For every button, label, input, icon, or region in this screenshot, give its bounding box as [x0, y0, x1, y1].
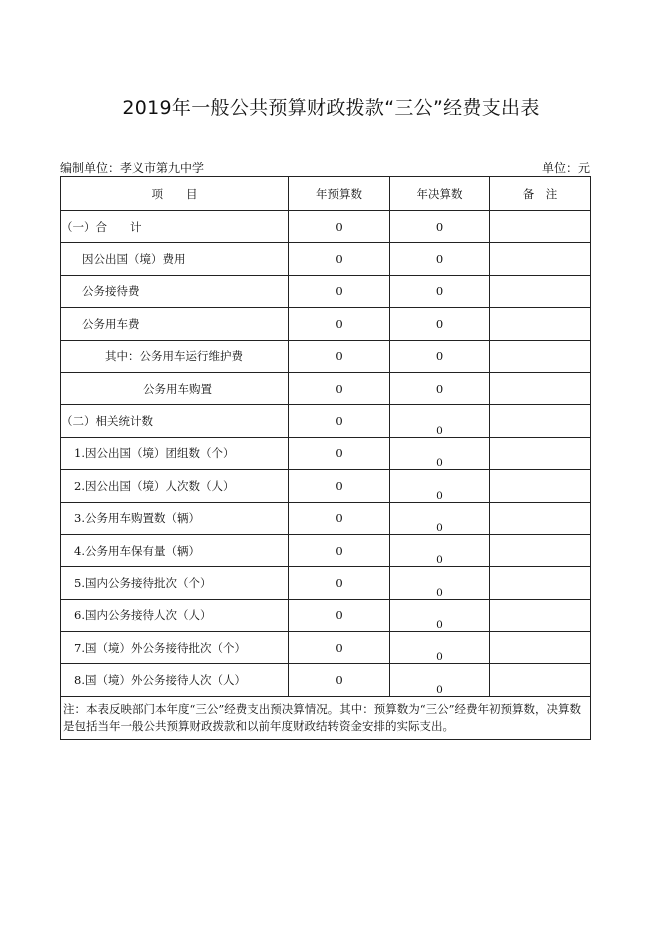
- budget-cell: 0: [289, 211, 390, 243]
- row-label: 3.公务用车购置数（辆）: [61, 502, 289, 534]
- row-label: 公务用车费: [61, 308, 289, 340]
- compiling-unit: 编制单位：孝义市第九中学: [60, 161, 205, 175]
- table-row: [61, 372, 591, 404]
- table-row: [61, 340, 591, 372]
- final-cell: 0: [390, 372, 490, 404]
- row-label: 4.公务用车保有量（辆）: [61, 534, 289, 566]
- row-label: 其中：公务用车运行维护费: [61, 340, 289, 372]
- final-cell: 0: [390, 502, 490, 534]
- row-label: 公务用车购置: [61, 372, 289, 404]
- row-label: 公务接待费: [61, 275, 289, 307]
- remark-cell: [490, 308, 591, 340]
- col-header-final: 年决算数: [390, 177, 490, 211]
- table-row: [61, 470, 591, 502]
- budget-cell: 0: [289, 502, 390, 534]
- row-label: 7.国（境）外公务接待批次（个）: [61, 632, 289, 664]
- final-cell: 0: [390, 567, 490, 599]
- remark-cell: [490, 470, 591, 502]
- final-cell: 0: [390, 243, 490, 275]
- row-label: 1.因公出国（境）团组数（个）: [61, 437, 289, 469]
- remark-cell: [490, 243, 591, 275]
- table-row: [61, 599, 591, 631]
- remark-cell: [490, 437, 591, 469]
- remark-cell: [490, 372, 591, 404]
- table-row: [61, 567, 591, 599]
- remark-cell: [490, 664, 591, 696]
- row-label: 6.国内公务接待人次（人）: [61, 599, 289, 631]
- table-row: [61, 405, 591, 437]
- remark-cell: [490, 405, 591, 437]
- remark-cell: [490, 275, 591, 307]
- table-row: [61, 243, 591, 275]
- col-header-budget: 年预算数: [289, 177, 390, 211]
- col-header-item: 项 目: [61, 177, 289, 211]
- budget-cell: 0: [289, 243, 390, 275]
- table-header-row: [61, 177, 591, 211]
- remark-cell: [490, 599, 591, 631]
- final-cell: 0: [390, 308, 490, 340]
- row-label: （一）合 计: [61, 211, 289, 243]
- budget-cell: 0: [289, 340, 390, 372]
- note-row: [61, 696, 591, 739]
- remark-cell: [490, 340, 591, 372]
- budget-cell: 0: [289, 470, 390, 502]
- budget-cell: 0: [289, 599, 390, 631]
- page-title: 2019年一般公共预算财政拨款“三公”经费支出表: [122, 97, 540, 119]
- budget-cell: 0: [289, 275, 390, 307]
- table-row: [61, 632, 591, 664]
- table-row: [61, 502, 591, 534]
- remark-cell: [490, 211, 591, 243]
- final-cell: 0: [390, 534, 490, 566]
- budget-cell: 0: [289, 308, 390, 340]
- col-header-remark: 备 注: [490, 177, 591, 211]
- row-label: （二）相关统计数: [61, 405, 289, 437]
- budget-cell: 0: [289, 567, 390, 599]
- final-cell: 0: [390, 211, 490, 243]
- budget-cell: 0: [289, 632, 390, 664]
- final-cell: 0: [390, 405, 490, 437]
- table-row: [61, 308, 591, 340]
- remark-cell: [490, 567, 591, 599]
- final-cell: 0: [390, 340, 490, 372]
- table-row: [61, 534, 591, 566]
- row-label: 因公出国（境）费用: [61, 243, 289, 275]
- remark-cell: [490, 502, 591, 534]
- remark-cell: [490, 632, 591, 664]
- budget-cell: 0: [289, 405, 390, 437]
- budget-cell: 0: [289, 534, 390, 566]
- row-label: 2.因公出国（境）人次数（人）: [61, 470, 289, 502]
- table-row: [61, 275, 591, 307]
- table-row: [61, 664, 591, 696]
- final-cell: 0: [390, 599, 490, 631]
- row-label: 5.国内公务接待批次（个）: [61, 567, 289, 599]
- final-cell: 0: [390, 632, 490, 664]
- budget-cell: 0: [289, 372, 390, 404]
- currency-unit: 单位：元: [541, 161, 590, 175]
- final-cell: 0: [390, 470, 490, 502]
- remark-cell: [490, 534, 591, 566]
- budget-cell: 0: [289, 437, 390, 469]
- table-row: [61, 211, 591, 243]
- row-label: 8.国（境）外公务接待人次（人）: [61, 664, 289, 696]
- table-note: 注：本表反映部门本年度“三公”经费支出预决算情况。其中：预算数为“三公”经费年初预算数，决算数是包括当年一般公共预算财政拨款和以前年度财政结转资金安排的实际支出。: [61, 696, 591, 739]
- expense-table: [60, 176, 591, 740]
- budget-cell: 0: [289, 664, 390, 696]
- final-cell: 0: [390, 275, 490, 307]
- table-row: [61, 437, 591, 469]
- final-cell: 0: [390, 664, 490, 696]
- final-cell: 0: [390, 437, 490, 469]
